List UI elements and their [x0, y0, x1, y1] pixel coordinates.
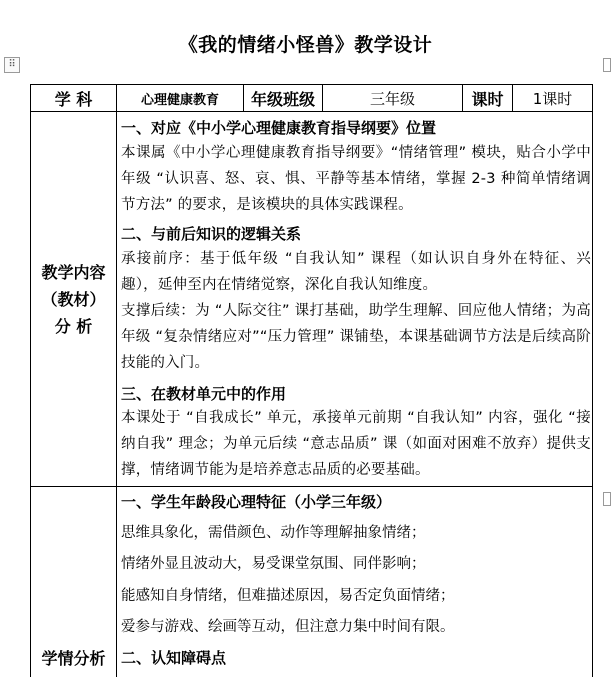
- grade-label: 年级班级: [250, 89, 315, 109]
- document-title: 《我的情绪小怪兽》教学设计: [178, 34, 433, 56]
- subject-value: 心理健康教育: [140, 92, 219, 108]
- table-move-handle-icon[interactable]: ⠿: [4, 57, 20, 73]
- learner-analysis-label: 学情分析: [41, 649, 106, 668]
- grade-value: 三年级: [369, 89, 415, 108]
- subject-label: 学 科: [54, 89, 93, 109]
- content-paragraph-1: 本课属《中小学心理健康教育指导纲要》“情绪管理” 模块，贴合小学中年级 “认识喜、怒、哀、惧、平静等基本情绪，掌握 2-3 种简单情绪调节方法” 的要求，是该模块的具体实践课程。: [121, 145, 591, 213]
- right-margin-marker: [603, 58, 611, 72]
- content-paragraph-2: 承接前序：基于低年级 “自我认知” 课程（如认识自身外在特征、兴趣），延伸至内在情绪觉察，深化自我认知维度。: [121, 251, 591, 293]
- learner-item: 能感知自身情绪，但难描述原因，易否定负面情绪；: [121, 588, 455, 604]
- content-label-line3: 分 析: [54, 317, 93, 336]
- learner-item: 情绪外显且波动大，易受课堂氛围、同伴影响；: [121, 556, 426, 572]
- learner-heading-2: 二、认知障碍点: [121, 649, 227, 667]
- content-label-line1: 教学内容: [41, 263, 106, 282]
- learner-item: 思维具象化，需借颜色、动作等理解抽象情绪；: [121, 525, 426, 541]
- hours-value: 1课时: [532, 89, 573, 108]
- content-paragraph-4: 本课处于 “自我成长” 单元，承接单元前期 “自我认知” 内容，强化 “接纳自我” 理念；为单元后续 “意志品质” 课（如面对困难不放弃）提供支撑，情绪调节能为是培养意志品质的必要基础。: [121, 410, 591, 478]
- hours-label: 课时: [471, 89, 504, 109]
- content-label-line2: （教材）: [41, 290, 106, 309]
- content-heading-1: 一、对应《中小学心理健康教育指导纲要》位置: [121, 119, 437, 137]
- content-paragraph-3: 支撑后续：为 “人际交往” 课打基础，助学生理解、回应他人情绪；为高年级 “复杂情绪应对”“压力管理” 课铺垫，本课基础调节方法是后续高阶技能的入门。: [121, 303, 591, 371]
- learner-heading-1: 一、学生年龄段心理特征（小学三年级）: [121, 493, 392, 511]
- content-analysis-label: [31, 259, 116, 340]
- learner-item: 爱参与游戏、绘画等互动，但注意力集中时间有限。: [121, 619, 455, 635]
- content-heading-3: 三、在教材单元中的作用: [121, 385, 287, 403]
- row-resize-marker-icon[interactable]: [603, 492, 611, 506]
- content-heading-2: 二、与前后知识的逻辑关系: [121, 225, 302, 243]
